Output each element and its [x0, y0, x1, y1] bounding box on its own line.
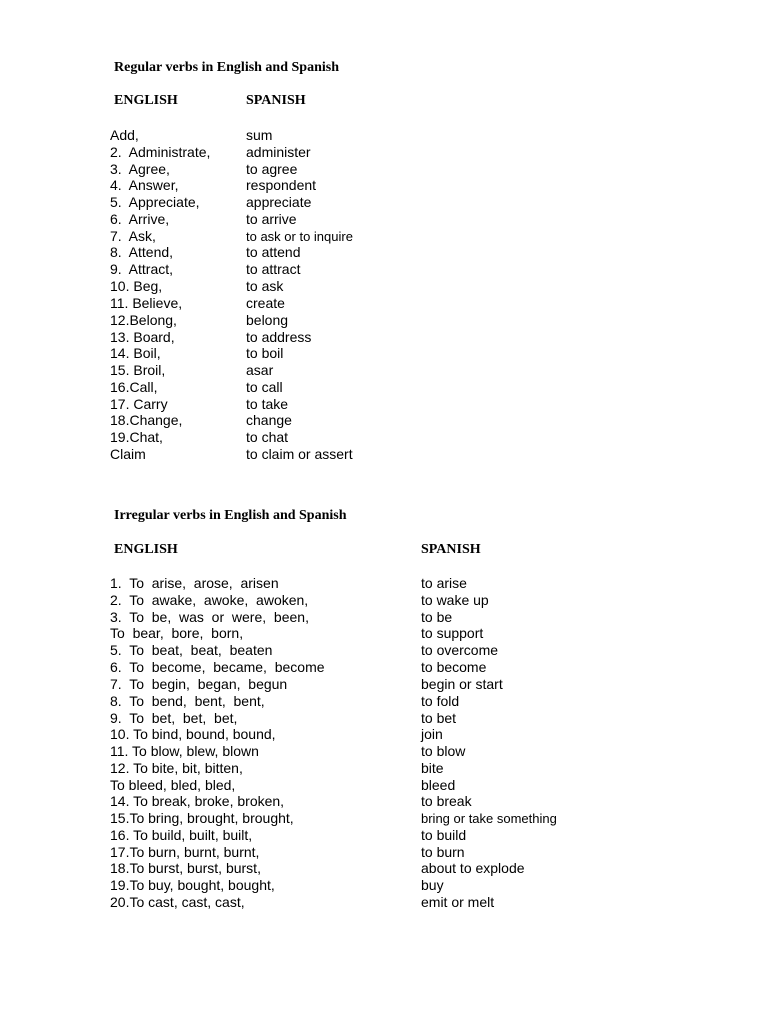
spanish-translation: about to explode	[421, 860, 525, 876]
spanish-translation: respondent	[246, 177, 317, 193]
spanish-translation: to break	[421, 793, 472, 809]
irregular-row	[0, 777, 768, 794]
spanish-translation: buy	[421, 877, 444, 893]
irregular-row	[0, 726, 768, 743]
irregular-row	[0, 676, 768, 693]
english-verb: 9. Attract,	[110, 261, 174, 277]
spanish-translation: bring or take something	[421, 811, 557, 826]
regular-row	[0, 161, 768, 178]
regular-row	[0, 144, 768, 161]
english-verb: 7. Ask,	[110, 228, 156, 244]
spanish-translation: emit or melt	[421, 894, 495, 910]
spanish-translation: to support	[421, 625, 484, 641]
regular-row	[0, 278, 768, 295]
regular-row	[0, 244, 768, 261]
english-verb: 6. Arrive,	[110, 211, 170, 227]
regular-row	[0, 194, 768, 211]
spanish-translation: to claim or assert	[246, 446, 353, 462]
regular-row	[0, 379, 768, 396]
english-verb: 5. Appreciate,	[110, 194, 200, 210]
irregular-row	[0, 609, 768, 626]
irregular-row	[0, 827, 768, 844]
spanish-translation: asar	[246, 362, 274, 378]
spanish-translation: bite	[421, 760, 444, 776]
spanish-translation: to arrive	[246, 211, 297, 227]
irregular-row	[0, 810, 768, 827]
regular-row	[0, 412, 768, 429]
regular-row	[0, 329, 768, 346]
irregular-row	[0, 877, 768, 894]
spanish-translation: to attract	[246, 261, 301, 277]
english-verb: 14. Boil,	[110, 345, 161, 361]
spanish-translation: administer	[246, 144, 311, 160]
english-verb-forms: 8. To bend, bent, bent,	[110, 693, 265, 709]
english-verb-forms: 20.To cast, cast, cast,	[110, 894, 245, 910]
english-verb: 4. Answer,	[110, 177, 179, 193]
regular-row	[0, 261, 768, 278]
english-verb-forms: 11. To blow, blew, blown	[110, 743, 259, 759]
spanish-translation: to bet	[421, 710, 457, 726]
regular-row	[0, 211, 768, 228]
english-verb: 18.Change,	[110, 412, 183, 428]
english-verb: Claim	[110, 446, 146, 462]
spanish-translation: to burn	[421, 844, 465, 860]
regular-row	[0, 228, 768, 245]
spanish-translation: change	[246, 412, 292, 428]
irregular-row	[0, 860, 768, 877]
irregular-row	[0, 710, 768, 727]
regular-row	[0, 446, 768, 463]
regular-header-english: ENGLISH	[114, 93, 178, 108]
english-verb: 11. Believe,	[110, 295, 183, 311]
english-verb: 13. Board,	[110, 329, 175, 345]
english-verb: 10. Beg,	[110, 278, 163, 294]
english-verb-forms: 2. To awake, awoke, awoken,	[110, 592, 309, 608]
regular-row	[0, 362, 768, 379]
irregular-row	[0, 659, 768, 676]
english-verb-forms: 5. To beat, beat, beaten	[110, 642, 273, 658]
english-verb: 12.Belong,	[110, 312, 177, 328]
english-verb-forms: 17.To burn, burnt, burnt,	[110, 844, 260, 860]
irregular-verbs-title: Irregular verbs in English and Spanish	[114, 508, 347, 523]
regular-row	[0, 177, 768, 194]
regular-row	[0, 396, 768, 413]
spanish-translation: to address	[246, 329, 312, 345]
irregular-header-english: ENGLISH	[114, 542, 178, 557]
english-verb: 17. Carry	[110, 396, 168, 412]
spanish-translation: create	[246, 295, 285, 311]
english-verb: 8. Attend,	[110, 244, 174, 260]
spanish-translation: to take	[246, 396, 289, 412]
irregular-row	[0, 575, 768, 592]
english-verb-forms: 19.To buy, bought, bought,	[110, 877, 275, 893]
irregular-row	[0, 844, 768, 861]
regular-row	[0, 429, 768, 446]
irregular-row	[0, 642, 768, 659]
regular-row	[0, 295, 768, 312]
spanish-translation: to agree	[246, 161, 298, 177]
irregular-row	[0, 894, 768, 911]
english-verb-forms: 9. To bet, bet, bet,	[110, 710, 238, 726]
irregular-row	[0, 793, 768, 810]
irregular-row	[0, 693, 768, 710]
spanish-translation: to become	[421, 659, 487, 675]
spanish-translation: to attend	[246, 244, 301, 260]
english-verb: 15. Broil,	[110, 362, 166, 378]
spanish-translation: appreciate	[246, 194, 312, 210]
english-verb-forms: 14. To break, broke, broken,	[110, 793, 285, 809]
english-verb-forms: To bear, bore, born,	[110, 625, 244, 641]
english-verb-forms: To bleed, bled, bled,	[110, 777, 236, 793]
spanish-translation: to ask or to inquire	[246, 229, 353, 244]
spanish-translation: to build	[421, 827, 467, 843]
irregular-row	[0, 760, 768, 777]
english-verb: 3. Agree,	[110, 161, 170, 177]
regular-verbs-title: Regular verbs in English and Spanish	[114, 60, 339, 75]
spanish-translation: to fold	[421, 693, 460, 709]
spanish-translation: begin or start	[421, 676, 503, 692]
spanish-translation: belong	[246, 312, 289, 328]
spanish-translation: bleed	[421, 777, 456, 793]
regular-row	[0, 127, 768, 144]
irregular-row	[0, 743, 768, 760]
regular-header-spanish: SPANISH	[246, 93, 306, 108]
english-verb: 16.Call,	[110, 379, 158, 395]
english-verb: 2. Administrate,	[110, 144, 211, 160]
english-verb-forms: 1. To arise, arose, arisen	[110, 575, 279, 591]
spanish-translation: to blow	[421, 743, 466, 759]
regular-row	[0, 312, 768, 329]
english-verb-forms: 15.To bring, brought, brought,	[110, 810, 294, 826]
english-verb-forms: 3. To be, was or were, been,	[110, 609, 309, 625]
english-verb-forms: 12. To bite, bit, bitten,	[110, 760, 243, 776]
spanish-translation: join	[421, 726, 443, 742]
english-verb-forms: 7. To begin, began, begun	[110, 676, 288, 692]
spanish-translation: to arise	[421, 575, 467, 591]
spanish-translation: to overcome	[421, 642, 499, 658]
spanish-translation: sum	[246, 127, 273, 143]
regular-row	[0, 345, 768, 362]
spanish-translation: to chat	[246, 429, 289, 445]
english-verb: 19.Chat,	[110, 429, 163, 445]
english-verb: Add,	[110, 127, 139, 143]
spanish-translation: to wake up	[421, 592, 489, 608]
spanish-translation: to be	[421, 609, 453, 625]
english-verb-forms: 16. To build, built, built,	[110, 827, 253, 843]
irregular-row	[0, 625, 768, 642]
english-verb-forms: 6. To become, became, become	[110, 659, 325, 675]
spanish-translation: to call	[246, 379, 283, 395]
irregular-row	[0, 592, 768, 609]
english-verb-forms: 18.To burst, burst, burst,	[110, 860, 261, 876]
english-verb-forms: 10. To bind, bound, bound,	[110, 726, 276, 742]
spanish-translation: to ask	[246, 278, 284, 294]
spanish-translation: to boil	[246, 345, 284, 361]
irregular-header-spanish: SPANISH	[421, 542, 481, 557]
